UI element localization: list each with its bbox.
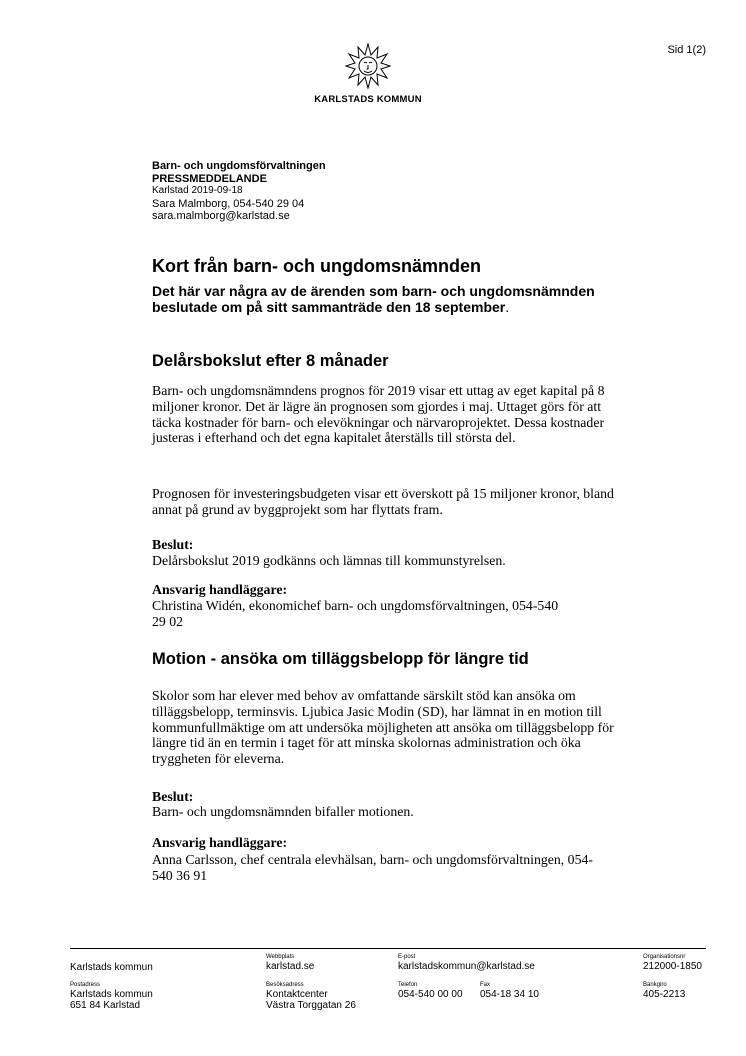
footer-visit-label: Besöksadress [266, 982, 304, 988]
lead-text: Det här var några av de ärenden som barn- och ungdomsnämnden beslutade om på sitt sammanträde den 18 september [152, 283, 595, 315]
footer-bankgiro-value: 405-2213 [643, 989, 686, 1000]
contact-email: sara.malmborg@karlstad.se [152, 210, 290, 222]
department: Barn- och ungdomsförvaltningen [152, 160, 326, 172]
footer-postal-line2: 651 84 Karlstad [70, 1000, 141, 1011]
footer-email [398, 954, 535, 972]
officer-label: Ansvarig handläggare: [152, 835, 288, 850]
footer-divider [70, 948, 706, 949]
lead-period: . [505, 298, 510, 315]
footer-phone [398, 982, 463, 1000]
decision-label: Beslut: [152, 537, 194, 552]
page-title: Kort från barn- och ungdomsnämnden [152, 256, 482, 276]
footer-bankgiro [643, 982, 685, 1000]
footer-postal-label: Postadress [70, 982, 101, 988]
footer-email-value: karlstadskommun@karlstad.se [398, 961, 535, 972]
footer-visit [266, 982, 356, 1011]
sun-logo-icon [344, 42, 392, 90]
footer-fax-label: Fax [480, 982, 491, 988]
section-heading: Delårsbokslut efter 8 månader [152, 352, 389, 370]
officer-text: Christina Widén, ekonomichef barn- och ungdomsförvaltningen, 054-540 29 02 [152, 598, 559, 629]
footer-postal [70, 982, 153, 1011]
footer-email-label: E-post [398, 954, 416, 960]
section-paragraph: Prognosen för investeringsbudgeten visar ett överskott på 15 miljoner kronor, bland annat på grund av byggprojekt som har flyttats fram. [152, 486, 614, 517]
place-date: Karlstad 2019-09-18 [152, 185, 243, 196]
document-type: PRESSMEDDELANDE [152, 172, 267, 185]
section-heading: Motion - ansöka om tilläggsbelopp för längre tid [152, 650, 529, 668]
footer-website-value: karlstad.se [266, 961, 315, 972]
footer-orgnr-value: 212000-1850 [643, 961, 702, 972]
footer-fax-value: 054-18 34 10 [480, 989, 539, 1000]
footer-fax [480, 982, 539, 1000]
officer-label: Ansvarig handläggare: [152, 582, 288, 597]
footer-postal-line1: Karlstads kommun [70, 989, 153, 1000]
decision-label: Beslut: [152, 789, 194, 804]
logo [297, 42, 439, 105]
lead-paragraph [152, 284, 622, 315]
section-paragraph: Barn- och ungdomsnämndens prognos för 2019 visar ett uttag av eget kapital på 8 miljoner kronor. Det är lägre än prognosen som gjordes i maj. Uttaget görs för att täcka kostnader för barn- och elevökningar och närvaroprojektet. Dessa kostnader justeras i efterhand och det egna kapitalet återställs till största del. [152, 383, 605, 446]
footer-website [266, 954, 314, 972]
footer-orgnr [643, 954, 702, 972]
footer-phone-label: Telefon [398, 982, 418, 988]
logo-text: KARLSTADS KOMMUN [314, 94, 422, 105]
decision-text: Barn- och ungdomsnämnden bifaller motionen. [152, 804, 414, 819]
footer-org: Karlstads kommun [70, 962, 153, 973]
section-paragraph: Skolor som har elever med behov av omfattande särskilt stöd kan ansöka om tilläggsbelopp, terminsvis. Ljubica Jasic Modin (SD), har lämnat in en motion till kommunfullmäktige om att undersöka möjligheten att ansöka om tilläggsbelopp för längre tid än en termin i taget för att minska skolornas administration och öka tryggheten för eleverna. [152, 688, 614, 767]
footer-visit-line2: Västra Torggatan 26 [266, 1000, 356, 1011]
officer-text: Anna Carlsson, chef centrala elevhälsan, barn- och ungdomsförvaltningen, 054-540 36 91 [152, 852, 593, 883]
footer-visit-line1: Kontaktcenter [266, 989, 328, 1000]
page-number: Sid 1(2) [667, 44, 706, 56]
footer-phone-value: 054-540 00 00 [398, 989, 463, 1000]
sender-block [152, 160, 326, 223]
footer-orgnr-label: Organisationsnr [643, 954, 686, 960]
contact-person: Sara Malmborg, 054-540 29 04 [152, 197, 305, 210]
footer-bankgiro-label: Bankgiro [643, 982, 667, 988]
footer-website-label: Webbplats [266, 954, 295, 960]
decision-text: Delårsbokslut 2019 godkänns och lämnas till kommunstyrelsen. [152, 553, 506, 568]
